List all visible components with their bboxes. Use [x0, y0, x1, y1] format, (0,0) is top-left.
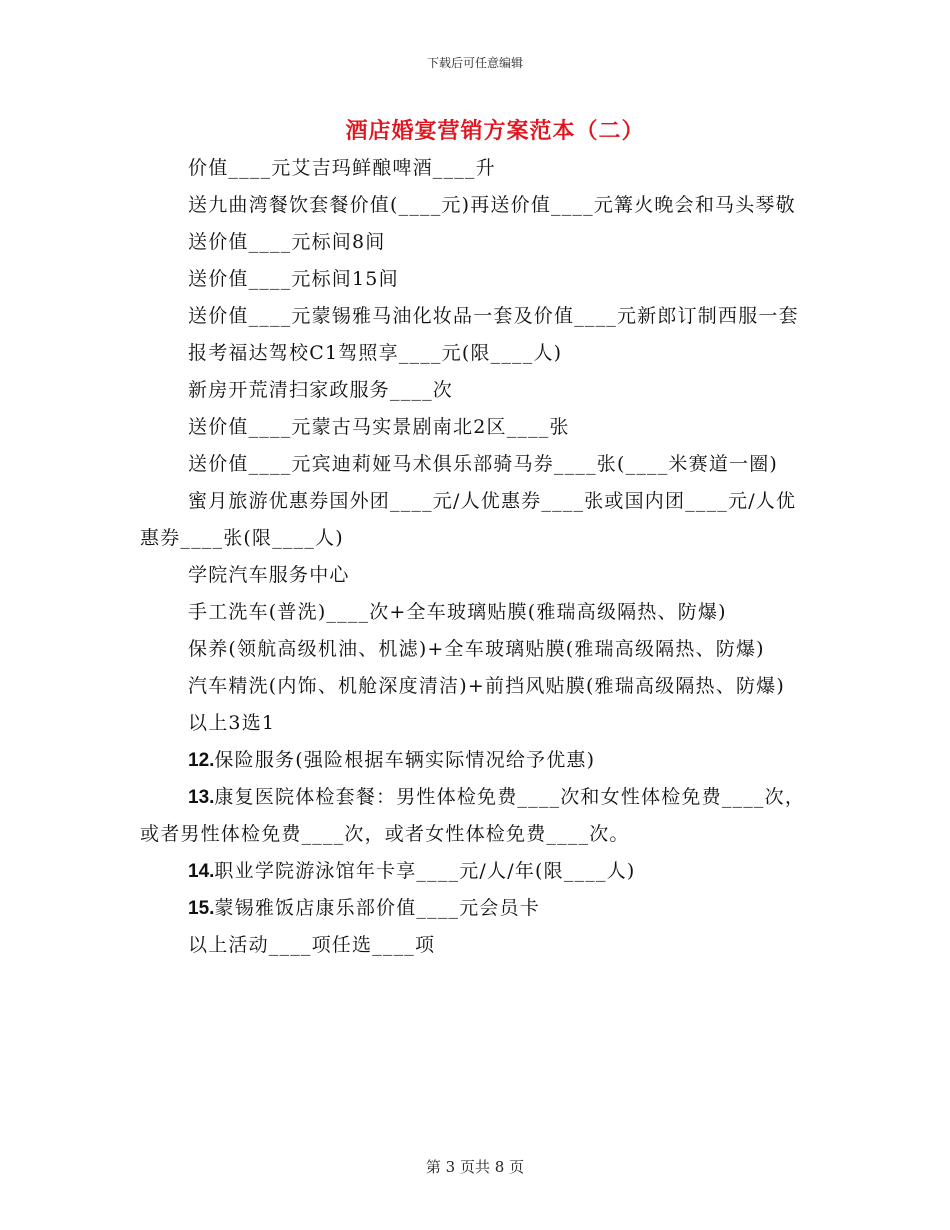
numbered-item: [140, 890, 810, 927]
item-number: 12.: [188, 750, 215, 771]
item-text: 职业学院游泳馆年卡享____元/人/年(限____人): [214, 860, 636, 882]
numbered-item: [140, 853, 810, 890]
document-body: [140, 150, 810, 964]
paragraph: 价值____元艾吉玛鲜酿啤酒____升: [188, 157, 496, 179]
document-title: 酒店婚宴营销方案范本（二）: [345, 118, 645, 144]
page-footer: 第 3 页共 8 页: [425, 1158, 525, 1176]
paragraph: 以上活动____项任选____项: [188, 934, 436, 956]
item-text: 保险服务(强险根据车辆实际情况给予优惠): [214, 749, 596, 771]
paragraph: 送九曲湾餐饮套餐价值(____元)再送价值____元篝火晚会和马头琴敬: [188, 194, 796, 216]
item-number: 15.: [188, 898, 215, 919]
paragraph: 蜜月旅游优惠券国外团____元/人优惠券____张或国内团____元/人优惠券____张(限____人): [140, 490, 797, 549]
paragraph: 送价值____元标间8间: [188, 231, 386, 253]
paragraph: 以上3选1: [188, 712, 276, 734]
paragraph: 送价值____元标间15间: [188, 268, 399, 290]
page-header: 下载后可任意编辑: [426, 56, 523, 70]
paragraph: 学院汽车服务中心: [188, 564, 350, 586]
paragraph: 送价值____元蒙古马实景剧南北2区____张: [188, 416, 570, 438]
item-number: 14.: [188, 861, 215, 882]
item-number: 13.: [188, 787, 215, 808]
paragraph: 新房开荒清扫家政服务____次: [188, 379, 454, 401]
item-text: 康复医院体检套餐：男性体检免费____次和女性体检免费____次，或者男性体检免费____次，或者女性体检免费____次。: [140, 786, 806, 845]
numbered-item: [140, 779, 810, 853]
paragraph: 汽车精洗(内饰、机舱深度清洁)+前挡风贴膜(雅瑞高级隔热、防爆): [188, 675, 785, 697]
numbered-item: [140, 742, 810, 779]
paragraph: 送价值____元宾迪莉娅马术俱乐部骑马券____张(____米赛道一圈): [188, 453, 779, 475]
paragraph: 手工洗车(普洗)____次+全车玻璃贴膜(雅瑞高级隔热、防爆): [188, 601, 727, 623]
paragraph: 报考福达驾校C1驾照享____元(限____人): [188, 342, 563, 364]
item-text: 蒙锡雅饭店康乐部价值____元会员卡: [214, 897, 541, 919]
paragraph: 送价值____元蒙锡雅马油化妆品一套及价值____元新郎订制西服一套: [188, 305, 799, 327]
paragraph: 保养(领航高级机油、机滤)+全车玻璃贴膜(雅瑞高级隔热、防爆): [188, 638, 765, 660]
